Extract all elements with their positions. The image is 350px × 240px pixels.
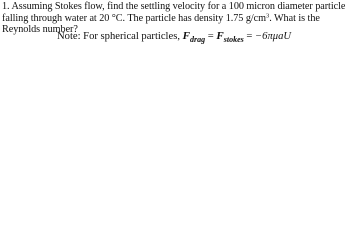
drag-force-symbol: F xyxy=(182,30,190,42)
equals-sign: = xyxy=(246,31,253,42)
cube-superscript: 3 xyxy=(265,12,270,19)
problem-question: . What is the Reynolds number? xyxy=(2,12,320,35)
stokes-force-symbol: F xyxy=(216,30,224,42)
note-line xyxy=(57,29,291,44)
equals-sign: = xyxy=(207,31,214,42)
problem-number: 1. xyxy=(2,1,10,12)
stokes-subscript: stokes xyxy=(223,35,244,44)
problem-text: Assuming Stokes flow, find the settling velocity for a 100 micron diameter particle falling through water at 20 °C. The particle has density 1.75 g/cm xyxy=(2,1,346,24)
note-label: Note: For spherical particles, xyxy=(57,31,180,42)
drag-subscript: drag xyxy=(189,35,206,44)
stokes-formula: −6πμaU xyxy=(255,31,292,42)
